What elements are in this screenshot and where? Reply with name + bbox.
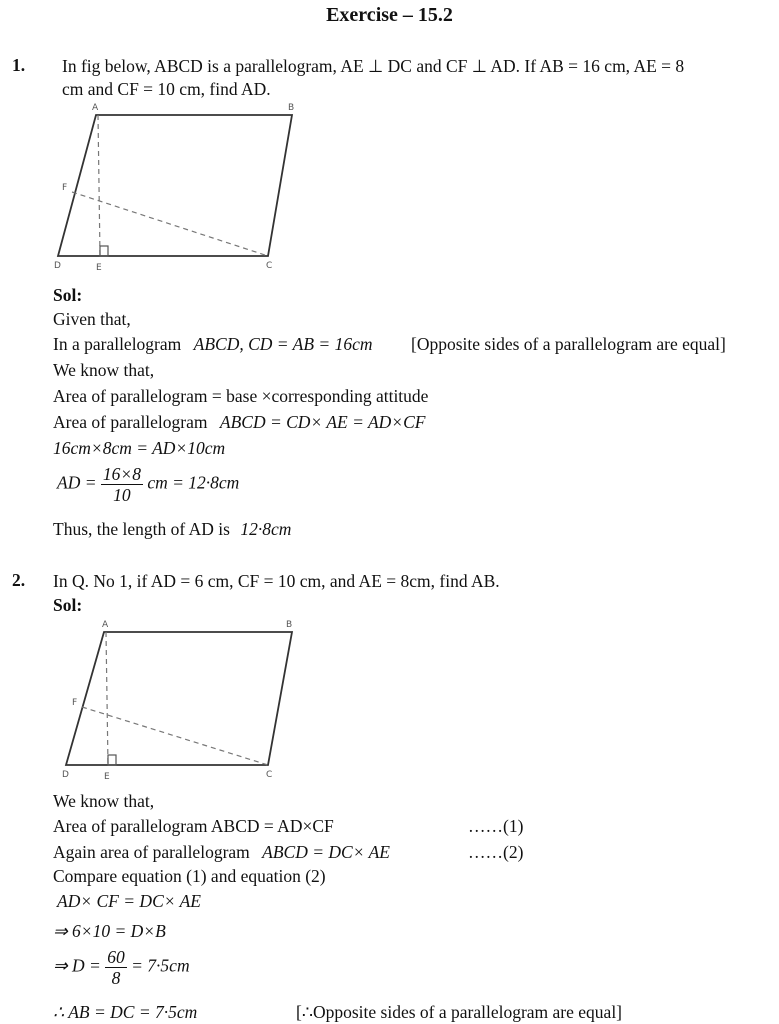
label-e: E [96,263,102,273]
ad-fraction [101,464,143,505]
ad-rhs: cm = 12·8cm [147,472,240,493]
parallelogram-abcd [66,632,292,765]
given-text: Given that, [53,309,131,329]
q2-eq-c-lhs: ⇒ D = [53,955,101,976]
question-1-sol-label: Sol: [53,285,83,305]
question-2-sol-label: Sol: [53,595,83,615]
q2-equation-a: AD× CF = DC× AE [57,891,201,911]
q2-eq-c-denominator: 8 [111,968,121,988]
question-1-parallelogram-figure [50,100,310,275]
question-1-text-line1: In fig below, ABCD is a parallelogram, AE ⊥ DC and CF ⊥ AD. If AB = 16 cm, AE = 8 [62,56,685,76]
conclusion-prefix: Thus, the length of AD is [53,519,230,539]
q2-eq-c-numerator: 60 [107,947,125,967]
area-math: ABCD = CD× AE = AD×CF [219,412,426,432]
we-know-text: We know that, [53,360,155,380]
parallelogram-prefix: In a parallelogram [53,334,182,354]
label-b: B [288,103,295,113]
parallelogram-abcd [58,115,292,256]
right-angle-mark [100,246,108,256]
q2-we-know: We know that, [53,791,155,811]
ad-denominator: 10 [113,485,131,505]
altitude-ae [98,115,100,256]
label-a: A [92,103,99,113]
label-d: D [62,770,69,780]
label-f: F [62,183,68,193]
question-1-number: 1. [12,55,26,75]
label-a: A [102,620,109,630]
label-d: D [54,261,61,271]
conclusion-line [53,518,291,540]
q2-line1-ref: ……(1) [468,816,524,836]
q2-line2-math: ABCD = DC× AE [262,842,390,862]
label-e: E [104,772,110,782]
question-1-text-line2: cm and CF = 10 cm, find AD. [62,79,271,99]
area-prefix: Area of parallelogram [53,412,208,432]
altitude-ae [106,632,108,765]
altitude-cf [82,707,268,765]
q2-eq-c-rhs: = 7·5cm [131,955,190,976]
parallelogram-reason: [Opposite sides of a parallelogram are equal] [411,334,726,354]
equation-1: 16cm×8cm = AD×10cm [53,438,226,458]
q2-eq-c-fraction [105,947,127,988]
q2-equation-b: ⇒ 6×10 = D×B [53,921,166,941]
label-f: F [72,698,78,708]
area-formula: Area of parallelogram = base ×corresponding attitude [53,386,429,406]
right-angle-mark [108,755,116,765]
question-2-number: 2. [12,570,26,590]
parallelogram-line [53,333,373,355]
area-line [53,411,425,433]
q2-final-reason: [∴Opposite sides of a parallelogram are equal] [296,1002,623,1022]
label-b: B [286,620,293,630]
question-2-parallelogram-figure [58,615,303,785]
q2-compare: Compare equation (1) and equation (2) [53,866,326,886]
label-c: C [266,770,273,780]
q2-equation-c [53,947,190,988]
question-2-text: In Q. No 1, if AD = 6 cm, CF = 10 cm, and AE = 8cm, find AB. [53,571,500,591]
conclusion-value: 12·8cm [240,519,292,539]
ad-equation [57,464,239,505]
page-title: Exercise – 15.2 [326,4,453,26]
parallelogram-math: ABCD, CD = AB = 16cm [193,334,373,354]
ad-lhs: AD = [57,472,97,493]
q2-line2-prefix: Again area of parallelogram [53,842,250,862]
q2-line2 [53,841,390,863]
q2-final-math: ∴ AB = DC = 7·5cm [53,1002,198,1022]
ad-numerator: 16×8 [102,464,141,484]
q2-line1: Area of parallelogram ABCD = AD×CF [53,816,334,836]
q2-line2-ref: ……(2) [468,842,524,862]
label-c: C [266,261,273,271]
